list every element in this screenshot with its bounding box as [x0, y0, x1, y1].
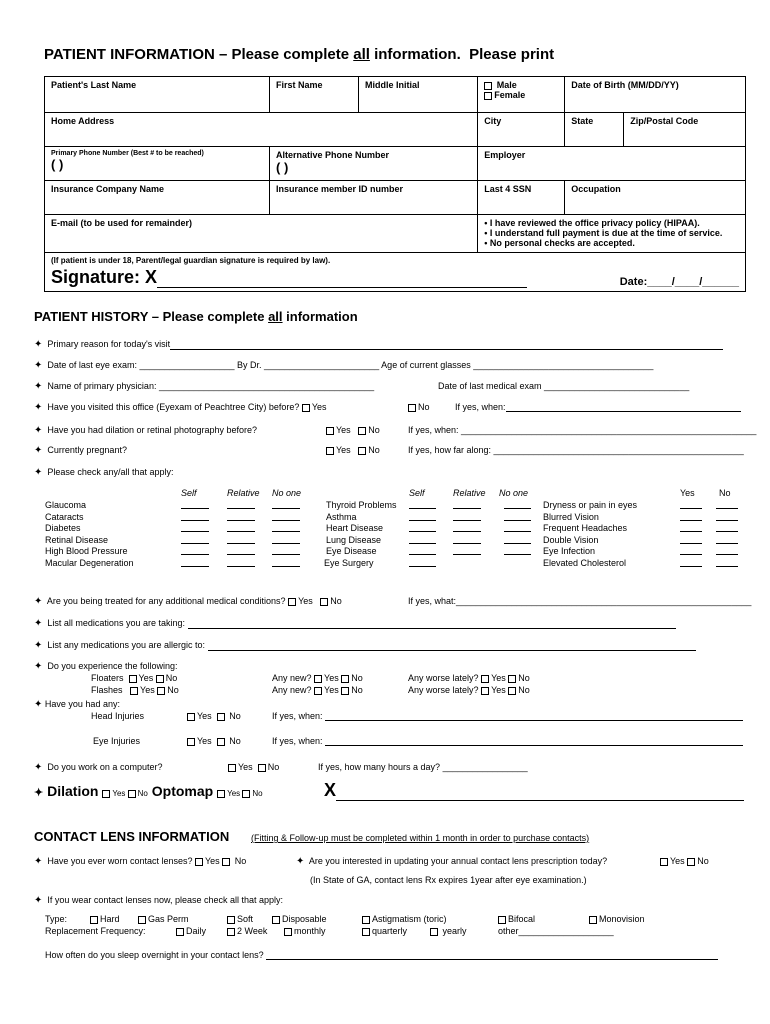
none-blank[interactable] [272, 531, 300, 532]
type-label: Type: [45, 914, 68, 924]
sleep-row[interactable]: How often do you sleep overnight in your contact lens? [45, 950, 718, 960]
male-checkbox[interactable] [484, 82, 492, 90]
condition-label: High Blood Pressure [45, 546, 128, 556]
no-blank[interactable] [716, 520, 738, 521]
condition-label: Diabetes [45, 523, 81, 533]
state-field[interactable]: State [565, 113, 624, 147]
yes-header: Yes [680, 488, 695, 498]
email-field[interactable]: E-mail (to be used for remainder) [45, 215, 478, 253]
member-id-field[interactable]: Insurance member ID number [270, 181, 478, 215]
middle-initial-field[interactable]: Middle Initial [359, 77, 478, 113]
relative-blank[interactable] [227, 543, 255, 544]
no-blank[interactable] [716, 531, 738, 532]
none-blank[interactable] [272, 554, 300, 555]
flashes-row[interactable]: Flashes Yes No [91, 685, 179, 695]
policy-notes: • I have reviewed the office privacy policy (HIPAA). • I understand full payment is due at the time of service. • No personal checks are accepted. [478, 215, 746, 253]
none-blank[interactable] [504, 508, 531, 509]
daily-option[interactable]: Daily [176, 926, 206, 936]
ga-note: (In State of GA, contact lens Rx expires 1year after eye examination.) [310, 875, 587, 885]
zip-field[interactable]: Zip/Postal Code [624, 113, 746, 147]
floaters-row[interactable]: Floaters Yes No [91, 673, 178, 683]
relative-blank[interactable] [453, 543, 481, 544]
history-title: PATIENT HISTORY – Please complete all information [34, 309, 358, 324]
patient-info-table [44, 76, 746, 292]
self-blank[interactable] [409, 554, 436, 555]
last-name-field[interactable]: Patient's Last Name [45, 77, 270, 113]
none-header-1: No one [272, 488, 302, 498]
sex-field[interactable]: Male Female [478, 77, 565, 113]
monovision-option[interactable]: Monovision [589, 914, 645, 924]
signature-row[interactable] [45, 253, 746, 292]
symptom-label: Eye Infection [543, 546, 596, 556]
relative-blank[interactable] [453, 520, 481, 521]
first-name-field[interactable]: First Name [270, 77, 359, 113]
quarterly-option[interactable]: quarterly [362, 926, 407, 936]
dilation-yes-no[interactable]: Yes No [326, 425, 380, 435]
flashes-worse[interactable]: Any worse lately? Yes No [408, 685, 530, 695]
symptom-label: Frequent Headaches [543, 523, 628, 533]
interested-yes-no[interactable]: Yes No [660, 856, 709, 866]
relative-blank[interactable] [227, 554, 255, 555]
none-blank[interactable] [504, 520, 531, 521]
home-address-field[interactable]: Home Address [45, 113, 478, 147]
head-injuries-label: Head Injuries [91, 711, 145, 721]
symptom-label: Elevated Cholesterol [543, 557, 627, 568]
none-blank[interactable] [272, 520, 300, 521]
contact-title: CONTACT LENS INFORMATION [34, 829, 230, 844]
other-option[interactable]: other___________________ [498, 926, 614, 936]
symptom-label: Dryness or pain in eyes [543, 500, 638, 510]
ssn-field[interactable]: Last 4 SSN [478, 181, 565, 215]
none-blank[interactable] [504, 531, 531, 532]
relative-blank[interactable] [227, 520, 255, 521]
symptom-label: Double Vision [543, 534, 599, 545]
dob-field[interactable]: Date of Birth (MM/DD/YY) [565, 77, 746, 113]
symptom-label: Blurred Vision [543, 511, 599, 522]
condition-label: Eye Surgery [324, 557, 374, 568]
self-blank[interactable] [181, 520, 209, 521]
monthly-option[interactable]: monthly [284, 926, 326, 936]
none-blank[interactable] [504, 543, 531, 544]
dilation-signature[interactable]: X [324, 780, 744, 801]
self-blank[interactable] [409, 566, 436, 567]
floaters-new[interactable]: Any new? Yes No [272, 673, 363, 683]
yes-blank[interactable] [680, 566, 702, 567]
self-header-2: Self [409, 488, 425, 498]
worn-row[interactable]: ✦ Have you ever worn contact lenses? Yes No [34, 856, 247, 867]
condition-label: Asthma [326, 511, 357, 522]
condition-label: Macular Degeneration [45, 557, 134, 568]
dilation-optomap-row[interactable]: ✦ Dilation Yes No Optomap Yes No [34, 783, 263, 799]
soft-option[interactable]: Soft [227, 914, 253, 924]
gas-perm-option[interactable]: Gas Perm [138, 914, 189, 924]
hard-option[interactable]: Hard [90, 914, 120, 924]
female-checkbox[interactable] [484, 92, 492, 100]
treated-row[interactable]: ✦ Are you being treated for any additional medical conditions? Yes No [34, 596, 342, 607]
alt-phone-field[interactable]: Alternative Phone Number ( ) [270, 147, 478, 181]
replacement-label: Replacement Frequency: [45, 926, 146, 936]
flashes-new[interactable]: Any new? Yes No [272, 685, 363, 695]
visited-when[interactable]: If yes, when: [455, 402, 741, 412]
check-all-label: ✦ Please check any/all that apply: [34, 467, 174, 478]
relative-blank[interactable] [453, 531, 481, 532]
yes-blank[interactable] [680, 508, 702, 509]
self-blank[interactable] [409, 543, 436, 544]
signature-label: Signature: X [51, 267, 739, 288]
bifocal-option[interactable]: Bifocal [498, 914, 535, 924]
experience-label: ✦ Do you experience the following: [34, 661, 178, 672]
head-injuries-when[interactable]: If yes, when: [272, 711, 743, 721]
minor-note: (If patient is under 18, Parent/legal guardian signature is required by law). [51, 256, 331, 265]
employer-field[interactable]: Employer [478, 147, 746, 181]
no-blank[interactable] [716, 508, 738, 509]
self-blank[interactable] [409, 508, 436, 509]
condition-label: Glaucoma [45, 500, 87, 510]
none-blank[interactable] [272, 543, 300, 544]
self-blank[interactable] [181, 508, 209, 509]
relative-blank[interactable] [453, 554, 481, 555]
physician-row[interactable]: ✦ Name of primary physician: ___________________________________________ [34, 381, 375, 392]
eye-injuries-yes-no[interactable]: Yes No [187, 736, 241, 746]
yes-blank[interactable] [680, 543, 702, 544]
pregnant-row[interactable]: ✦ Currently pregnant? [34, 445, 127, 456]
interested-row[interactable]: ✦ Are you interested in updating your annual contact lens prescription today? [296, 856, 608, 867]
occupation-field[interactable]: Occupation [565, 181, 746, 215]
primary-phone-field[interactable]: Primary Phone Number (Best # to be reached) ( ) [45, 147, 270, 181]
treated-what[interactable]: If yes, what:___________________________________________________________ [408, 596, 752, 606]
relative-blank[interactable] [227, 566, 255, 567]
relative-blank[interactable] [227, 531, 255, 532]
none-header-2: No one [499, 488, 529, 498]
computer-hours[interactable]: If yes, how many hours a day? _________________ [318, 762, 528, 772]
self-blank[interactable] [409, 531, 436, 532]
floaters-worse[interactable]: Any worse lately? Yes No [408, 673, 530, 683]
self-header-1: Self [181, 488, 197, 498]
contact-note: (Fitting & Follow-up must be completed within 1 month in order to purchase contacts) [251, 833, 590, 843]
self-blank[interactable] [181, 531, 209, 532]
disposable-option[interactable]: Disposable [272, 914, 327, 924]
eye-injuries-label: Eye Injuries [93, 736, 141, 746]
no-blank[interactable] [716, 543, 738, 544]
relative-header-2: Relative [453, 488, 486, 498]
head-injuries-yes-no[interactable]: Yes No [187, 711, 241, 721]
astig-option[interactable]: Astigmatism (toric) [362, 914, 447, 924]
condition-label: Thyroid Problems [326, 500, 397, 510]
condition-label: Eye Disease [326, 546, 377, 556]
self-blank[interactable] [181, 566, 209, 567]
page-title: PATIENT INFORMATION – Please complete all information. Please print [44, 46, 555, 63]
yes-blank[interactable] [680, 520, 702, 521]
none-blank[interactable] [272, 566, 300, 567]
yes-blank[interactable] [680, 554, 702, 555]
pregnant-yes-no[interactable]: Yes No [326, 445, 380, 455]
self-blank[interactable] [409, 520, 436, 521]
last-exam-row[interactable]: ✦ Date of last eye exam: ___________________ By Dr. _______________________ Age of current glasses ____________________________________ [34, 360, 654, 371]
computer-yes-no[interactable]: Yes No [228, 762, 279, 772]
last-medical-row[interactable]: Date of last medical exam _____________________________ [438, 381, 690, 391]
condition-label: Lung Disease [326, 534, 382, 545]
allergic-row[interactable]: ✦ List any medications you are allergic to: [34, 640, 696, 651]
none-blank[interactable] [272, 508, 300, 509]
city-field[interactable]: City [478, 113, 565, 147]
visited-no[interactable]: No [408, 402, 430, 412]
relative-blank[interactable] [227, 508, 255, 509]
self-blank[interactable] [181, 554, 209, 555]
condition-label: Cataracts [45, 511, 84, 522]
self-blank[interactable] [181, 543, 209, 544]
date-label: Date:____/____/______ [619, 276, 739, 288]
reason-row[interactable]: ✦ Primary reason for today's visit [34, 339, 723, 350]
no-blank[interactable] [716, 566, 738, 567]
relative-header-1: Relative [227, 488, 260, 498]
dilation-when[interactable]: If yes, when: ___________________________________________________________ [408, 425, 757, 435]
no-blank[interactable] [716, 554, 738, 555]
had-any-label: ✦ Have you had any: [34, 699, 120, 710]
relative-blank[interactable] [453, 508, 481, 509]
condition-label: Heart Disease [326, 523, 384, 533]
visited-row[interactable]: ✦ Have you visited this office (Eyexam of Peachtree City) before? Yes [34, 402, 327, 413]
none-blank[interactable] [504, 554, 531, 555]
meds-row[interactable]: ✦ List all medications you are taking: [34, 618, 676, 629]
yes-blank[interactable] [680, 531, 702, 532]
eye-injuries-when[interactable]: If yes, when: [272, 736, 743, 746]
yearly-option[interactable]: yearly [430, 926, 467, 936]
condition-label: Retinal Disease [45, 534, 109, 545]
computer-row[interactable]: ✦ Do you work on a computer? [34, 762, 163, 773]
insurance-field[interactable]: Insurance Company Name [45, 181, 270, 215]
no-header: No [719, 488, 731, 498]
pregnant-how-far[interactable]: If yes, how far along: __________________________________________________ [408, 445, 744, 455]
wear-now-label: ✦ If you wear contact lenses now, please check all that apply: [34, 895, 284, 906]
dilation-question-row[interactable]: ✦ Have you had dilation or retinal photography before? [34, 425, 258, 436]
two-week-option[interactable]: 2 Week [227, 926, 267, 936]
